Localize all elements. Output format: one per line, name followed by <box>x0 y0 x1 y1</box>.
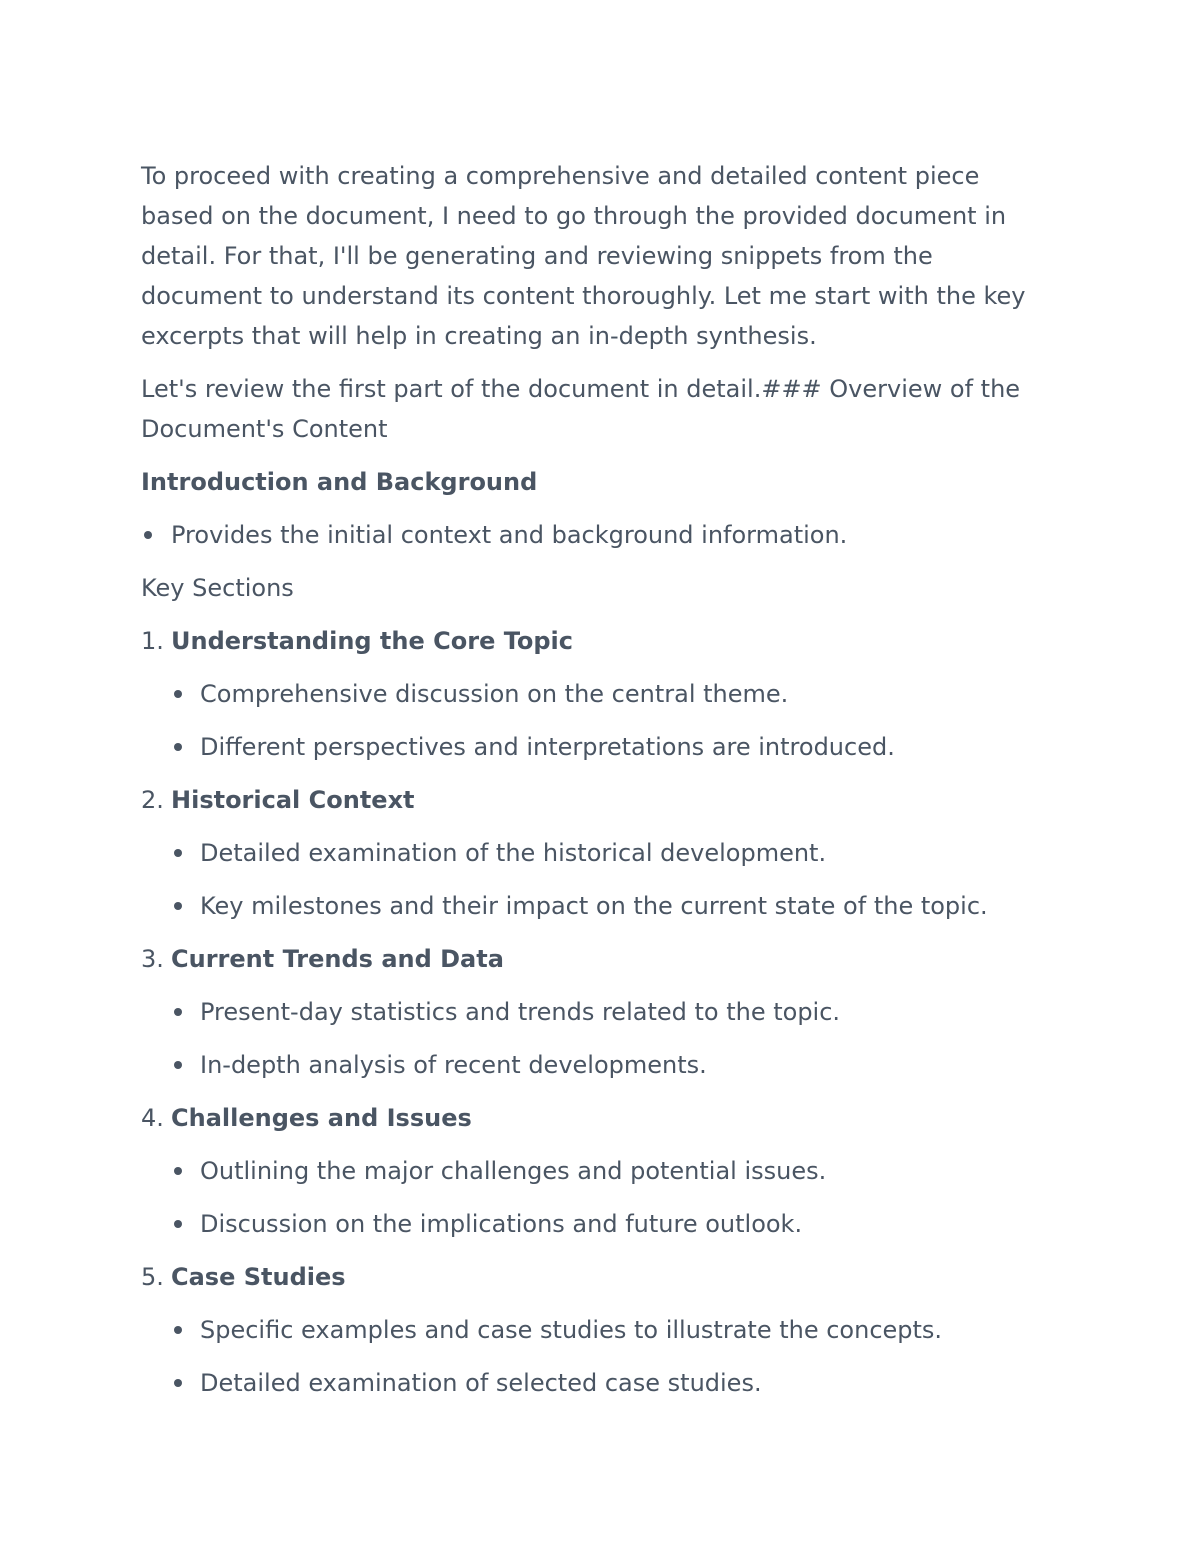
section-item <box>141 939 1056 1085</box>
section-bullet-text: Present-day statistics and trends related to the topic. <box>200 998 841 1026</box>
intro-bullet-item <box>141 515 1056 555</box>
section-title: Case Studies <box>171 1263 346 1291</box>
section-bullet-item <box>200 727 1056 767</box>
section-heading <box>141 1098 1056 1138</box>
section-title: Historical Context <box>171 786 415 814</box>
bullet-icon <box>174 1008 182 1016</box>
bullet-icon <box>174 849 182 857</box>
section-bullet-item <box>200 992 1056 1032</box>
section-bullet-text: Outlining the major challenges and potential issues. <box>200 1157 827 1185</box>
section-bullet-item <box>200 886 1056 926</box>
bullet-icon <box>174 1061 182 1069</box>
section-item <box>141 621 1056 767</box>
section-bullet-text: In-depth analysis of recent developments. <box>200 1051 707 1079</box>
review-paragraph: Let's review the first part of the document in detail.### Overview of the Document's Content <box>141 375 1021 443</box>
section-bullet-list <box>141 1151 1056 1244</box>
bullet-icon <box>174 690 182 698</box>
key-sections-list <box>141 621 1056 1403</box>
section-item <box>141 780 1056 926</box>
intro-heading: Introduction and Background <box>141 468 538 496</box>
section-bullet-item <box>200 833 1056 873</box>
section-item <box>141 1098 1056 1244</box>
section-item <box>141 1257 1056 1403</box>
section-bullet-item <box>200 1045 1056 1085</box>
bullet-icon <box>174 902 182 910</box>
section-bullet-text: Detailed examination of the historical development. <box>200 839 827 867</box>
section-heading <box>141 621 1056 661</box>
section-bullet-item <box>200 1310 1056 1350</box>
section-bullet-text: Key milestones and their impact on the current state of the topic. <box>200 892 988 920</box>
section-bullet-item <box>200 1363 1056 1403</box>
section-bullet-text: Detailed examination of selected case studies. <box>200 1369 762 1397</box>
section-title: Current Trends and Data <box>171 945 504 973</box>
key-sections-heading: Key Sections <box>141 574 294 602</box>
intro-bullet-text: Provides the initial context and background information. <box>171 521 848 549</box>
section-number: 1. <box>141 627 164 655</box>
section-bullet-item <box>200 1151 1056 1191</box>
section-bullet-text: Different perspectives and interpretations are introduced. <box>200 733 895 761</box>
section-bullet-text: Discussion on the implications and future outlook. <box>200 1210 803 1238</box>
section-bullet-list <box>141 1310 1056 1403</box>
bullet-icon <box>174 1220 182 1228</box>
bullet-icon <box>174 1326 182 1334</box>
bullet-icon <box>144 531 152 539</box>
section-heading <box>141 939 1056 979</box>
section-title: Challenges and Issues <box>171 1104 472 1132</box>
section-heading <box>141 1257 1056 1297</box>
section-bullet-text: Comprehensive discussion on the central theme. <box>200 680 789 708</box>
intro-bullet-list <box>141 515 1056 555</box>
section-bullet-list <box>141 992 1056 1085</box>
section-bullet-item <box>200 674 1056 714</box>
section-heading <box>141 780 1056 820</box>
section-number: 5. <box>141 1263 164 1291</box>
section-bullet-item <box>200 1204 1056 1244</box>
bullet-icon <box>174 743 182 751</box>
section-number: 4. <box>141 1104 164 1132</box>
section-number: 2. <box>141 786 164 814</box>
section-bullet-list <box>141 674 1056 767</box>
intro-paragraph: To proceed with creating a comprehensive and detailed content piece based on the document, I need to go through the provided document in detail. For that, I'll be generating and reviewing snippets from the document to understand its content thoroughly. Let me start with the key excerpts that will help in creating an in-depth synthesis. <box>141 162 1026 350</box>
section-title: Understanding the Core Topic <box>171 627 573 655</box>
bullet-icon <box>174 1379 182 1387</box>
section-bullet-list <box>141 833 1056 926</box>
section-number: 3. <box>141 945 164 973</box>
document-content <box>141 156 1056 1416</box>
bullet-icon <box>174 1167 182 1175</box>
section-bullet-text: Specific examples and case studies to illustrate the concepts. <box>200 1316 943 1344</box>
